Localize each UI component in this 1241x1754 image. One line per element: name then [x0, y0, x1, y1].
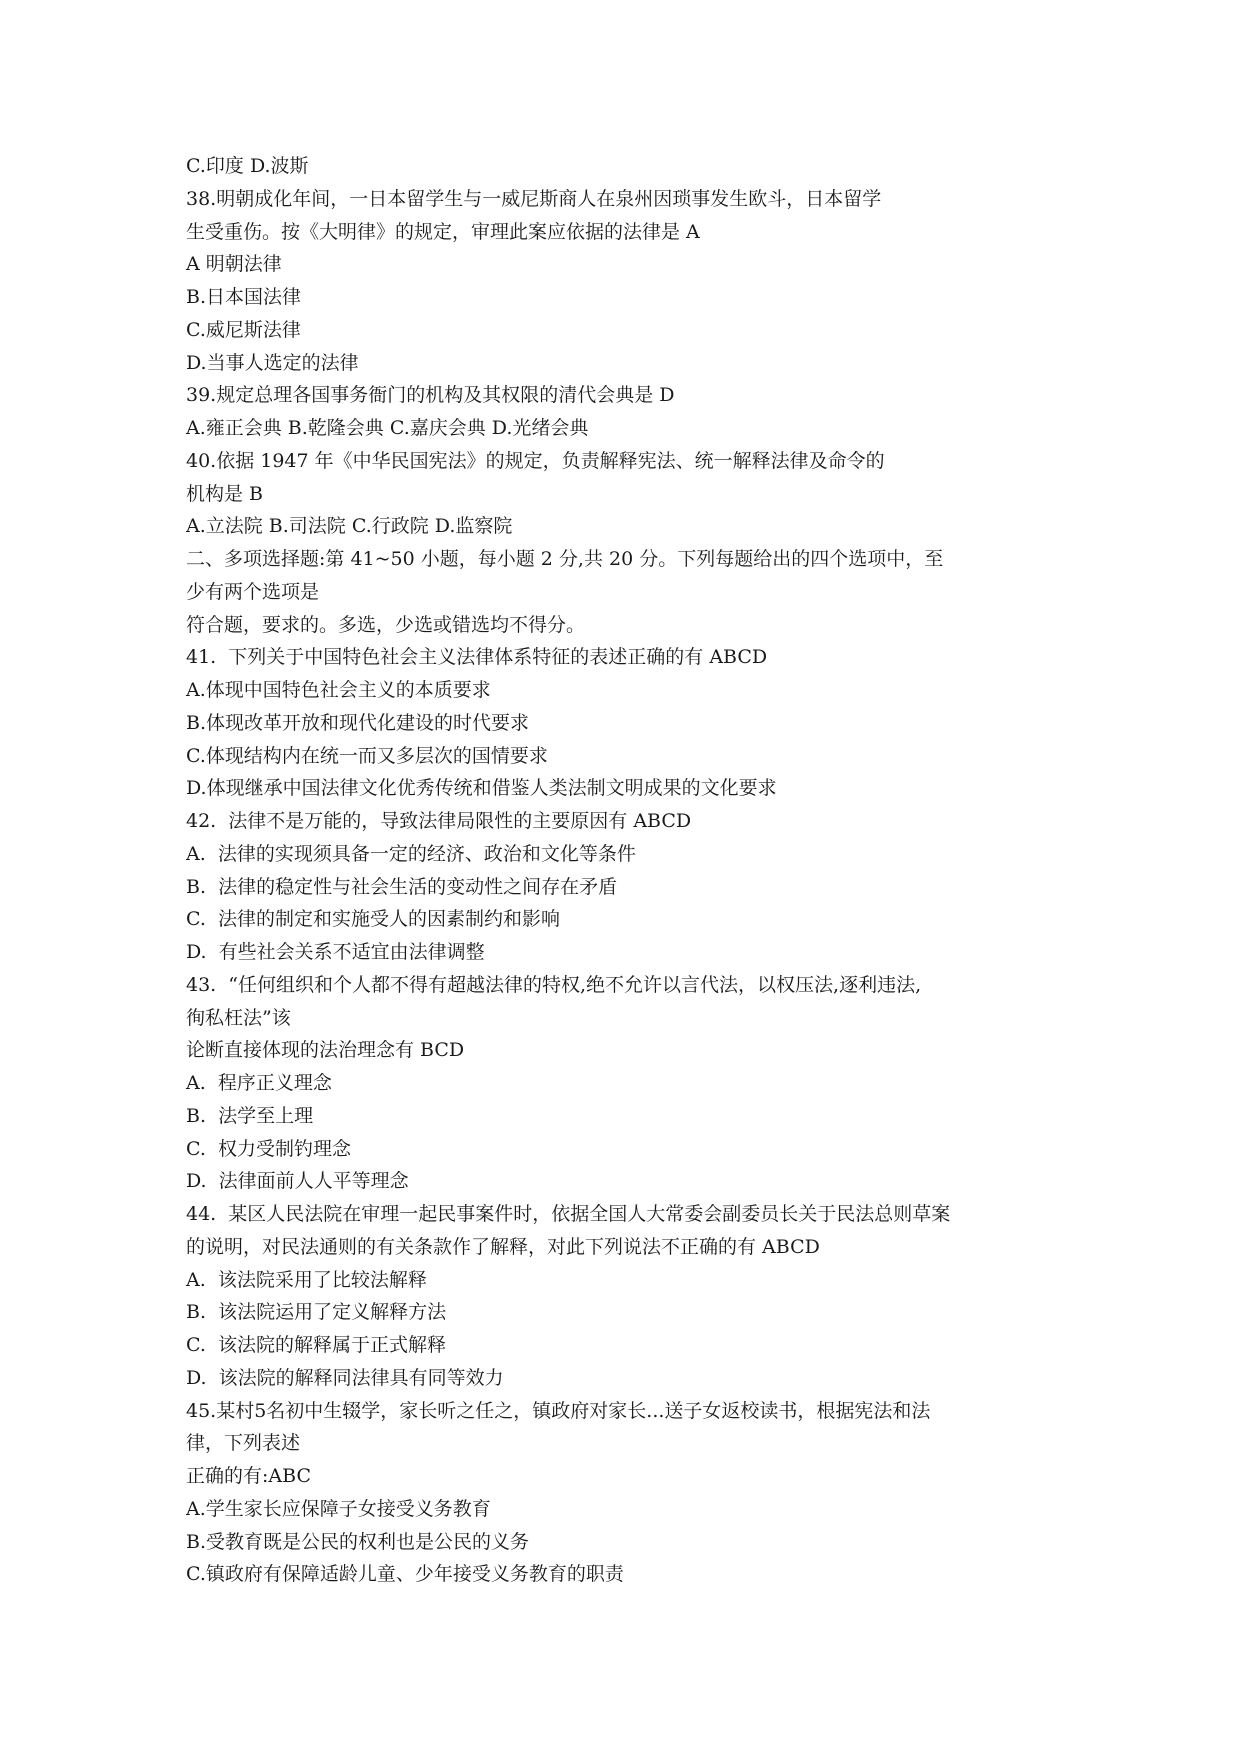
question-45-stem: 45.某村5名初中生辍学，家长听之任之，镇政府对家长...送子女返校读书，根据宪法和法 [186, 1399, 931, 1422]
option-line: A.学生家长应保障子女接受义务教育 [186, 1497, 491, 1520]
option-line: A 明朝法律 [186, 253, 282, 276]
option-line: C. 法律的制定和实施受人的因素制约和影响 [186, 908, 560, 931]
option-line: D. 该法院的解释同法律具有同等效力 [186, 1366, 504, 1389]
option-line: D. 有些社会关系不适宜由法律调整 [186, 941, 485, 963]
option-line: C.镇政府有保障适龄儿童、少年接受义务教育的职责 [186, 1563, 624, 1586]
option-line: A.立法院 B.司法院 C.行政院 D.监察院 [186, 515, 513, 538]
option-line: A.雍正会典 B.乾隆会典 C.嘉庆会典 D.光绪会典 [186, 417, 589, 439]
question-41-stem: 41. 下列关于中国特色社会主义法律体系特征的表述正确的有 ABCD [186, 646, 768, 669]
option-line: B. 法律的稳定性与社会生活的变动性之间存在矛盾 [186, 875, 618, 898]
question-43-stem-cont: 徇私枉法”该 [186, 1006, 291, 1029]
section-heading: 二、多项选择题:第 41~50 小题，每小题 2 分,共 20 分。下列每题给出的四个选项中，至 [186, 548, 944, 570]
question-45-stem-cont: 正确的有:ABC [186, 1465, 311, 1487]
option-line: C.体现结构内在统一而又多层次的国情要求 [186, 744, 548, 767]
option-line: B. 该法院运用了定义解释方法 [186, 1301, 447, 1324]
question-38-stem: 38.明朝成化年间，一日本留学生与一威尼斯商人在泉州因琐事发生欧斗，日本留学 [186, 187, 882, 210]
option-line: B.日本国法律 [186, 286, 302, 308]
question-40-stem-cont: 机构是 B [186, 482, 264, 505]
document-body [186, 150, 1066, 1591]
option-line: A.体现中国特色社会主义的本质要求 [186, 679, 491, 701]
option-line: D.当事人选定的法律 [186, 351, 359, 374]
option-line: C. 权力受制钓理念 [186, 1137, 351, 1160]
question-42-stem: 42. 法律不是万能的，导致法律局限性的主要原因有 ABCD [186, 810, 692, 832]
question-44-stem: 44. 某区人民法院在审理一起民事案件时，依据全国人大常委会副委员长关于民法总则草案 [186, 1203, 951, 1225]
question-45-stem-cont: 律，下列表述 [186, 1432, 301, 1455]
option-line: A. 该法院采用了比较法解释 [186, 1268, 427, 1291]
option-line: B.体现改革开放和现代化建设的时代要求 [186, 711, 530, 734]
question-39-stem: 39.规定总理各国事务衙门的机构及其权限的清代会典是 D [186, 384, 675, 407]
section-heading-cont: 少有两个选项是 [186, 580, 320, 603]
option-line: D.体现继承中国法律文化优秀传统和借鉴人类法制文明成果的文化要求 [186, 777, 777, 800]
question-44-stem-cont: 的说明，对民法通则的有关条款作了解释，对此下列说法不正确的有 ABCD [186, 1235, 820, 1258]
section-heading-cont: 符合题，要求的。多选，少选或错选均不得分。 [186, 613, 586, 636]
question-43-stem: 43. “任何组织和个人都不得有超越法律的特权,绝不允许以言代法，以权压法,逐利违法, [186, 973, 922, 996]
question-43-stem-cont: 论断直接体现的法治理念有 BCD [186, 1039, 465, 1062]
option-line: D. 法律面前人人平等理念 [186, 1170, 409, 1193]
option-line: C. 该法院的解释属于正式解释 [186, 1334, 446, 1356]
option-line: A. 程序正义理念 [186, 1072, 332, 1094]
option-line: C.威尼斯法律 [186, 318, 301, 341]
option-line: A. 法律的实现须具备一定的经济、政治和文化等条件 [186, 842, 636, 865]
text-line: C.印度 D.波斯 [186, 155, 309, 177]
question-38-stem-cont: 生受重伤。按《大明律》的规定，审理此案应依据的法律是 A [186, 220, 700, 243]
option-line: B.受教育既是公民的权利也是公民的义务 [186, 1530, 530, 1553]
question-40-stem: 40.依据 1947 年《中华民国宪法》的规定，负责解释宪法、统一解释法律及命令的 [186, 449, 885, 472]
option-line: B. 法学至上理 [186, 1104, 314, 1127]
